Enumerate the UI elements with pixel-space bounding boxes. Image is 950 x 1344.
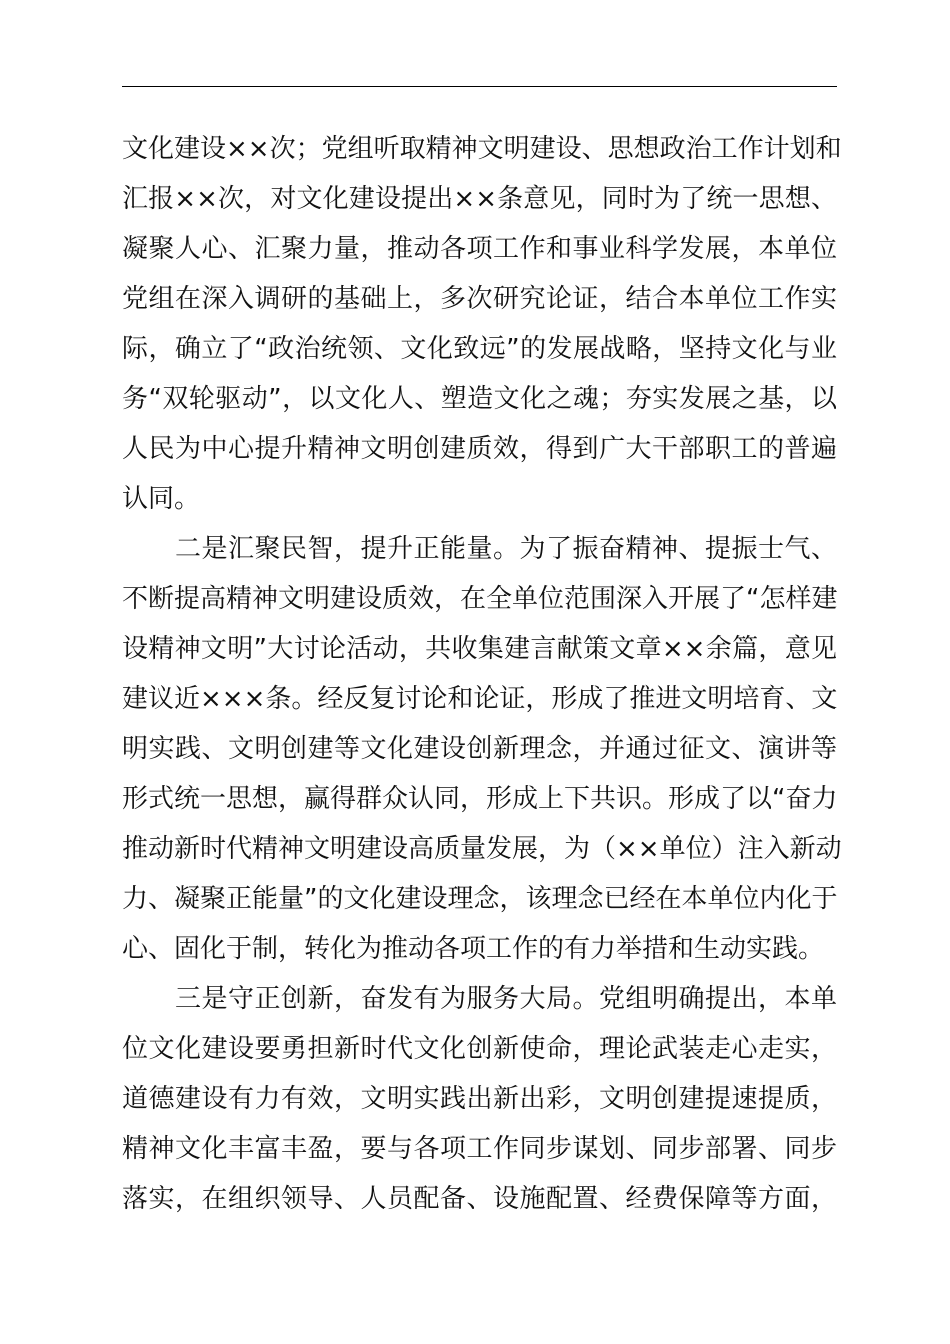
paragraph-2 bbox=[122, 524, 842, 974]
paragraph-1 bbox=[122, 124, 842, 524]
text-line: 凝聚人心、汇聚力量，推动各项工作和事业科学发展，本单位 bbox=[122, 234, 837, 264]
text-line: 文化建设××次；党组听取精神文明建设、思想政治工作计划和 bbox=[122, 134, 842, 164]
text-line: 明实践、文明创建等文化建设创新理念，并通过征文、演讲等 bbox=[122, 734, 837, 764]
body-text bbox=[122, 124, 842, 1224]
text-line: 道德建设有力有效，文明实践出新出彩，文明创建提速提质， bbox=[122, 1084, 837, 1114]
text-line: 精神文化丰富丰盈，要与各项工作同步谋划、同步部署、同步 bbox=[122, 1134, 837, 1164]
text-line: 认同。 bbox=[122, 484, 201, 514]
text-line: 二是汇聚民智，提升正能量。为了振奋精神、提振士气、 bbox=[122, 534, 837, 564]
text-line: 务“双轮驱动”，以文化人、塑造文化之魂；夯实发展之基，以 bbox=[122, 384, 837, 414]
text-line: 形式统一思想，赢得群众认同，形成上下共识。形成了以“奋力 bbox=[122, 784, 838, 814]
text-line: 际，确立了“政治统领、文化致远”的发展战略，坚持文化与业 bbox=[122, 334, 837, 364]
text-line: 位文化建设要勇担新时代文化创新使命，理论武装走心走实， bbox=[122, 1034, 837, 1064]
text-line: 建议近×××条。经反复讨论和论证，形成了推进文明培育、文 bbox=[122, 684, 838, 714]
text-line: 不断提高精神文明建设质效，在全单位范围深入开展了“怎样建 bbox=[122, 584, 838, 614]
paragraph-3 bbox=[122, 974, 837, 1224]
text-line: 人民为中心提升精神文明创建质效，得到广大干部职工的普遍 bbox=[122, 434, 837, 464]
text-line: 力、凝聚正能量”的文化建设理念，该理念已经在本单位内化于 bbox=[122, 884, 838, 914]
text-line: 推动新时代精神文明建设高质量发展，为（××单位）注入新动 bbox=[122, 834, 842, 864]
text-line: 心、固化于制，转化为推动各项工作的有力举措和生动实践。 bbox=[122, 934, 825, 964]
text-line: 三是守正创新，奋发有为服务大局。党组明确提出，本单 bbox=[122, 984, 837, 1014]
text-line: 汇报××次，对文化建设提出××条意见，同时为了统一思想、 bbox=[122, 184, 837, 214]
header-rule bbox=[122, 86, 837, 87]
text-line: 落实，在组织领导、人员配备、设施配置、经费保障等方面， bbox=[122, 1184, 837, 1214]
text-line: 党组在深入调研的基础上，多次研究论证，结合本单位工作实 bbox=[122, 284, 837, 314]
text-line: 设精神文明”大讨论活动，共收集建言献策文章××余篇，意见 bbox=[122, 634, 837, 664]
